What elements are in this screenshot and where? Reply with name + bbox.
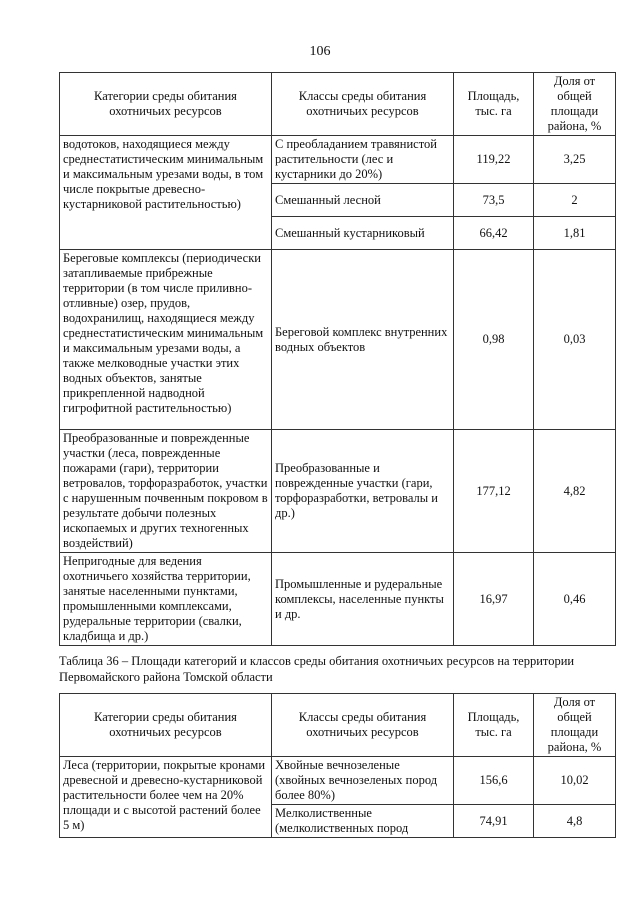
table-row bbox=[60, 136, 616, 184]
table-caption: Таблица 36 – Площади категорий и классов среды обитания охотничьих ресурсов на территории Первомайского района Томской области bbox=[59, 654, 575, 684]
header-area: Площадь, тыс. га bbox=[454, 694, 534, 757]
category-cell: Преобразованные и поврежденные участки (леса, поврежденные пожарами (гари), территории ветровалов, торфоразработок, участки с нарушенным почвенным покровом в результате добычи полезных ископаемых и других техногенных воздействий) bbox=[60, 430, 272, 553]
table-header-row bbox=[60, 73, 616, 136]
share-cell: 2 bbox=[534, 184, 616, 217]
header-share: Доля от общей площади района, % bbox=[534, 694, 616, 757]
header-category: Категории среды обитания охотничьих ресурсов bbox=[60, 73, 272, 136]
class-cell: Хвойные вечнозеленые (хвойных вечнозеленых пород более 80%) bbox=[272, 757, 454, 805]
area-cell: 73,5 bbox=[454, 184, 534, 217]
class-cell: С преобладанием травянистой растительности (лес и кустарники до 20%) bbox=[272, 136, 454, 184]
area-cell: 74,91 bbox=[454, 805, 534, 838]
area-cell: 66,42 bbox=[454, 217, 534, 250]
header-area: Площадь, тыс. га bbox=[454, 73, 534, 136]
class-cell: Смешанный лесной bbox=[272, 184, 454, 217]
class-cell: Смешанный кустарниковый bbox=[272, 217, 454, 250]
table-row bbox=[60, 250, 616, 430]
share-cell: 4,82 bbox=[534, 430, 616, 553]
share-cell: 3,25 bbox=[534, 136, 616, 184]
class-cell: Промышленные и рудеральные комплексы, населенные пункты и др. bbox=[272, 553, 454, 646]
share-cell: 10,02 bbox=[534, 757, 616, 805]
area-cell: 177,12 bbox=[454, 430, 534, 553]
habitat-table-36 bbox=[59, 693, 616, 838]
table-header-row bbox=[60, 694, 616, 757]
habitat-table-continued bbox=[59, 72, 616, 646]
table-row bbox=[60, 757, 616, 805]
class-cell: Береговой комплекс внутренних водных объектов bbox=[272, 250, 454, 430]
header-class: Классы среды обитания охотничьих ресурсов bbox=[272, 73, 454, 136]
header-class: Классы среды обитания охотничьих ресурсов bbox=[272, 694, 454, 757]
header-share: Доля от общей площади района, % bbox=[534, 73, 616, 136]
class-cell: Преобразованные и поврежденные участки (гари, торфоразработки, ветровалы и др.) bbox=[272, 430, 454, 553]
class-cell: Мелколиственные (мелколиственных пород bbox=[272, 805, 454, 838]
category-cell: Непригодные для ведения охотничьего хозяйства территории, занятые населенными пунктами, промышленными комплексами, рудеральные территории (свалки, кладбища и др.) bbox=[60, 553, 272, 646]
area-cell: 119,22 bbox=[454, 136, 534, 184]
share-cell: 0,46 bbox=[534, 553, 616, 646]
area-cell: 156,6 bbox=[454, 757, 534, 805]
share-cell: 4,8 bbox=[534, 805, 616, 838]
area-cell: 16,97 bbox=[454, 553, 534, 646]
category-cell: водотоков, находящиеся между среднестатистическим минимальным и максимальным урезами воды, в том числе покрытые древесно-кустарниковой растительностью) bbox=[60, 136, 272, 250]
header-category: Категории среды обитания охотничьих ресурсов bbox=[60, 694, 272, 757]
page-number: 106 bbox=[309, 44, 331, 59]
area-cell: 0,98 bbox=[454, 250, 534, 430]
table-row bbox=[60, 430, 616, 553]
share-cell: 0,03 bbox=[534, 250, 616, 430]
category-cell: Леса (территории, покрытые кронами древесной и древесно-кустарниковой растительности более чем на 20% площади и с высотой растений более 5 м) bbox=[60, 757, 272, 838]
category-cell: Береговые комплексы (периодически затапливаемые прибрежные территории (в том числе приливно-отливные) озер, прудов, водохранилищ, находящиеся между среднестатистическим минимальным и максимальным урезами воды, а также мелководные участки этих водных объектов, занятые прикрепленной надводной гигрофитной растительностью) bbox=[60, 250, 272, 430]
share-cell: 1,81 bbox=[534, 217, 616, 250]
table-row bbox=[60, 553, 616, 646]
